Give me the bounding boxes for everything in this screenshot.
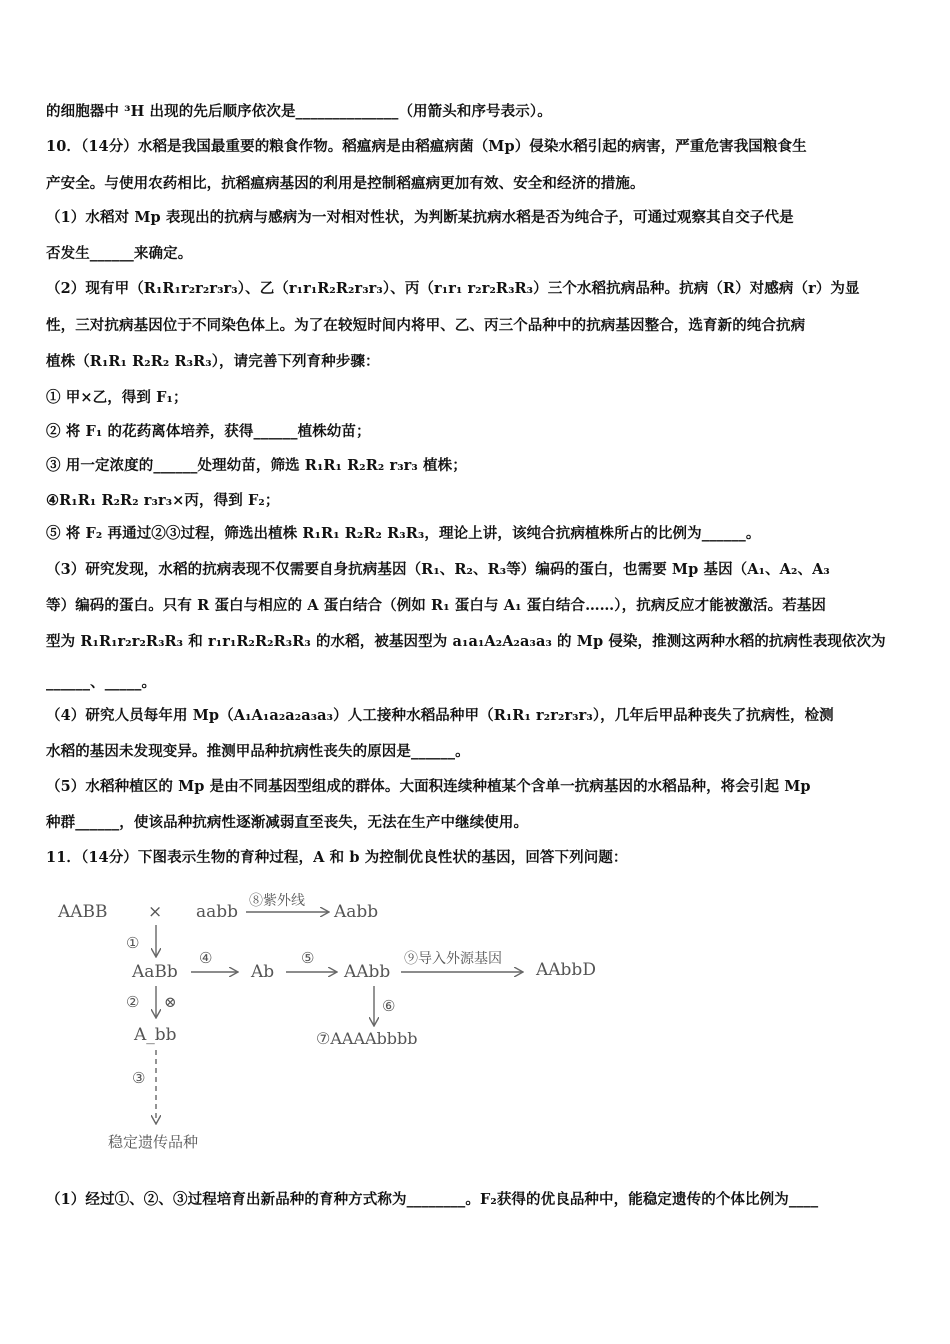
- genotype-AAbbD: AAbbD: [536, 960, 596, 980]
- genotype-Aabb: Aabb: [334, 902, 379, 922]
- step4-label: ④: [199, 949, 213, 967]
- cross-symbol: ×: [148, 902, 163, 922]
- line-1: 10．（14分）水稻是我国最重要的粮食作物。稻瘟病是由稻瘟病菌（Mp）侵染水稻引起的病害，严重危害我国粮食生: [46, 138, 807, 155]
- step8-label: ⑧紫外线: [249, 893, 305, 909]
- stable-variety-label: 稳定遗传品种: [108, 1133, 199, 1151]
- line-16: ______、_____。: [46, 674, 157, 691]
- line-19: （5）水稻种植区的 Mp 是由不同基因型组成的群体。大面积连续种植某个含单一抗病基因的水稻品种，将会引起 Mp: [46, 778, 811, 795]
- selfing-symbol: ⊗: [164, 993, 177, 1011]
- line-6: 性，三对抗病基因位于不同染色体上。为了在较短时间内将甲、乙、丙三个品种中的抗病基因整合，选育新的纯合抗病: [46, 317, 806, 334]
- line-20: 种群______，使该品种抗病性逐渐减弱直至丧失，无法在生产中继续使用。: [46, 814, 529, 831]
- line-4: 否发生______来确定。: [46, 245, 193, 262]
- line-13: （3）研究发现，水稻的抗病表现不仅需要自身抗病基因（R₁、R₂、R₃等）编码的蛋白，也需要 Mp 基因（A₁、A₂、A₃: [46, 561, 830, 578]
- genotype-A_bb: A_bb: [134, 1025, 177, 1045]
- genotype-Ab: Ab: [251, 962, 275, 982]
- genotype-AAbb: AAbb: [344, 962, 391, 982]
- line-5: （2）现有甲（R₁R₁r₂r₂r₃r₃）、乙（r₁r₁R₂R₂r₃r₃）、丙（r₁r₁ r₂r₂R₃R₃）三个水稻抗病品种。抗病（R）对感病（r）为显: [46, 280, 860, 297]
- line-10: ③ 用一定浓度的______处理幼苗，筛选 R₁R₁ R₂R₂ r₃r₃ 植株；: [46, 457, 467, 474]
- step6-label: ⑥: [382, 997, 396, 1015]
- line-0: 的细胞器中 ³H 出现的先后顺序依次是______________（用箭头和序号表示）。: [46, 103, 552, 120]
- step2-label: ②: [126, 993, 140, 1011]
- step9-label: ⑨导入外源基因: [404, 951, 502, 967]
- line-8: ① 甲×乙，得到 F₁；: [46, 389, 188, 406]
- step3-label: ③: [132, 1069, 146, 1087]
- genotype-AaBb: AaBb: [132, 962, 178, 982]
- step1-label: ①: [126, 934, 140, 952]
- line-17: （4）研究人员每年用 Mp（A₁A₁a₂a₂a₃a₃）人工接种水稻品种甲（R₁R₁ r₂r₂r₃r₃），几年后甲品种丧失了抗病性，检测: [46, 707, 834, 724]
- step5-label: ⑤: [301, 949, 315, 967]
- line-3: （1）水稻对 Mp 表现出的抗病与感病为一对相对性状，为判断某抗病水稻是否为纯合子，可通过观察其自交子代是: [46, 209, 794, 226]
- breeding-diagram: [46, 885, 666, 1165]
- line-15: 型为 R₁R₁r₂r₂R₃R₃ 和 r₁r₁R₂R₂R₃R₃ 的水稻，被基因型为 a₁a₁A₂A₂a₃a₃ 的 Mp 侵染，推测这两种水稻的抗病性表现依次为: [46, 633, 886, 650]
- line-9: ② 将 F₁ 的花药离体培养，获得______植株幼苗；: [46, 423, 371, 440]
- genotype-AAAAbbbb: ⑦AAAAbbbb: [316, 1029, 418, 1048]
- line-12: ⑤ 将 F₂ 再通过②③过程，筛选出植株 R₁R₁ R₂R₂ R₃R₃，理论上讲，该纯合抗病植株所占的比例为______。: [46, 525, 761, 542]
- line-11: ④R₁R₁ R₂R₂ r₃r₃×丙，得到 F₂；: [46, 492, 280, 509]
- line-18: 水稻的基因未发现变异。推测甲品种抗病性丧失的原因是______。: [46, 743, 470, 760]
- line-14: 等）编码的蛋白。只有 R 蛋白与相应的 A 蛋白结合（例如 R₁ 蛋白与 A₁ 蛋白结合……），抗病反应才能被激活。若基因: [46, 597, 827, 614]
- line-22: （1）经过①、②、③过程培育出新品种的育种方式称为________。F₂获得的优良品种中，能稳定遗传的个体比例为____: [46, 1191, 819, 1208]
- line-7: 植株（R₁R₁ R₂R₂ R₃R₃），请完善下列育种步骤：: [46, 353, 380, 370]
- line-21: 11．（14分）下图表示生物的育种过程，A 和 b 为控制优良性状的基因，回答下列问题：: [46, 849, 628, 866]
- genotype-aabb: aabb: [196, 902, 239, 922]
- line-2: 产安全。与使用农药相比，抗稻瘟病基因的利用是控制稻瘟病更加有效、安全和经济的措施。: [46, 175, 645, 192]
- genotype-AABB: AABB: [58, 902, 108, 922]
